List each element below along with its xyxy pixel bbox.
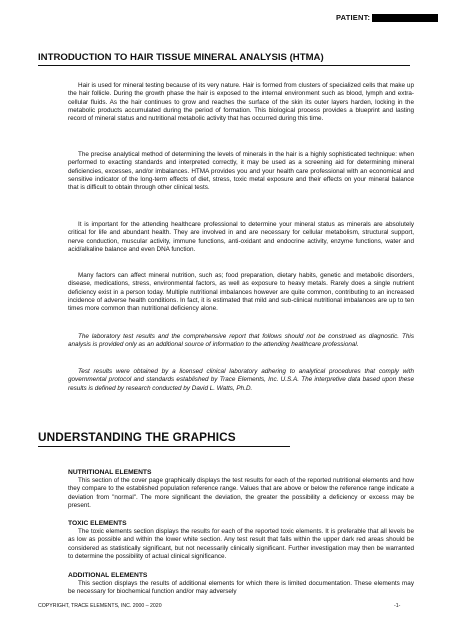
intro-paragraph-1 [68, 82, 414, 123]
section-intro-heading [38, 52, 324, 63]
intro-paragraph-4 [68, 272, 414, 313]
lab-note-paragraph [68, 368, 414, 393]
patient-label: PATIENT: [336, 13, 371, 22]
intro-paragraph-2-text: The precise analytical method of determining the levels of minerals in the hair is a highly sophisticated technique: when performed to exacting standards and interpreted correctly, it may be used as a screening aid for determining mineral deficiencies, excesses, and/or imbalances. HTMA provides you and your health care professional with an economical and sensitive indicator of the long-term effects of diet, stress, toxic metal exposure and their effects on your mineral balance that is difficult to obtain through other clinical tests. [68, 151, 414, 192]
nutritional-elements-paragraph [68, 477, 414, 510]
nutritional-elements-heading: NUTRITIONAL ELEMENTS [68, 469, 152, 476]
additional-elements-paragraph [68, 580, 414, 597]
section-graphics-underline [38, 446, 290, 447]
section-intro-underline [38, 65, 410, 66]
intro-paragraph-4-text: Many factors can affect mineral nutrition, such as; food preparation, dietary habits, genetic and metabolic disorders, disease, medications, stress, environmental factors, as well as exposure to heavy metals. Rarely does a single nutrient deficiency exist in a person today. Multiple nutritional imbalances however are quite common, contributing to an increased incidence of adverse health conditions. In fact, it is estimated that mild and sub-clinical nutritional imbalances are up to ten times more common than nutritional deficiency alone. [68, 272, 414, 313]
nutritional-elements-text: This section of the cover page graphically displays the test results for each of the reported nutritional elements and how they compare to the established population reference range. Values that are above or below the reference range indicate a deviation from "normal". The more significant the deviation, the greater the possibility a deficiency or excess may be present. [68, 477, 414, 509]
footer-copyright: COPYRIGHT, TRACE ELEMENTS, INC. 2000 – 2020 [38, 603, 162, 609]
redacted-patient-name [372, 14, 438, 22]
section-graphics-title: UNDERSTANDING THE GRAPHICS [38, 430, 236, 444]
intro-paragraph-3-text: It is important for the attending healthcare professional to determine your mineral status as minerals are absolutely critical for life and abundant health. They are involved in and are necessary for cellular metabolism, structural support, nerve conduction, muscular activity, immune functions, anti-oxidant and endocrine activity, enzyme functions, water and acid/alkaline balance and even DNA function. [68, 221, 414, 253]
disclaimer-paragraph [68, 333, 414, 350]
additional-elements-text: This section displays the results of additional elements for which there is limited documentation. These elements may be necessary for biochemical function and/or may adversely [68, 580, 414, 596]
disclaimer-paragraph-text: The laboratory test results and the comprehensive report that follows should not be construed as diagnostic. This analysis is provided only as an additional source of information to the attending healthcare professional. [68, 333, 414, 349]
intro-paragraph-1-text: Hair is used for mineral testing because of its very nature. Hair is formed from clusters of specialized cells that make up the hair follicle. During the growth phase the hair is exposed to the internal environment such as blood, lymph and extra-cellular fluids. As the hair continues to grow and reaches the surface of the skin its outer layers harden, locking in the metabolic products accumulated during the period of formation. This biological process provides a blueprint and lasting record of mineral status and nutritional metabolic activity that has occurred during this time. [68, 82, 414, 123]
intro-paragraph-3 [68, 221, 414, 254]
lab-note-paragraph-text: Test results were obtained by a licensed clinical laboratory adhering to analytical procedures that comply with governmental protocol and standards established by Trace Elements, Inc. U.S.A. The interpretive data based upon these results is defined by research conducted by David L. Watts, Ph.D. [68, 368, 414, 392]
toxic-elements-text: The toxic elements section displays the results for each of the reported toxic elements. It is preferable that all levels be as low as possible and within the lower white section. Any test result that falls within the upper dark red areas should be considered as statistically significant, but not necessarily clinically significant. Further investigation may then be warranted to determine the possibility of actual clinical significance. [68, 528, 414, 560]
section-graphics-heading [38, 430, 236, 444]
section-intro-title: INTRODUCTION TO HAIR TISSUE MINERAL ANALYSIS (HTMA) [38, 52, 324, 63]
intro-paragraph-2 [68, 151, 414, 192]
patient-field [336, 13, 438, 22]
toxic-elements-paragraph [68, 528, 414, 561]
footer-page-number: -1- [394, 603, 401, 609]
additional-elements-heading: ADDITIONAL ELEMENTS [68, 572, 148, 579]
toxic-elements-heading: TOXIC ELEMENTS [68, 520, 127, 527]
